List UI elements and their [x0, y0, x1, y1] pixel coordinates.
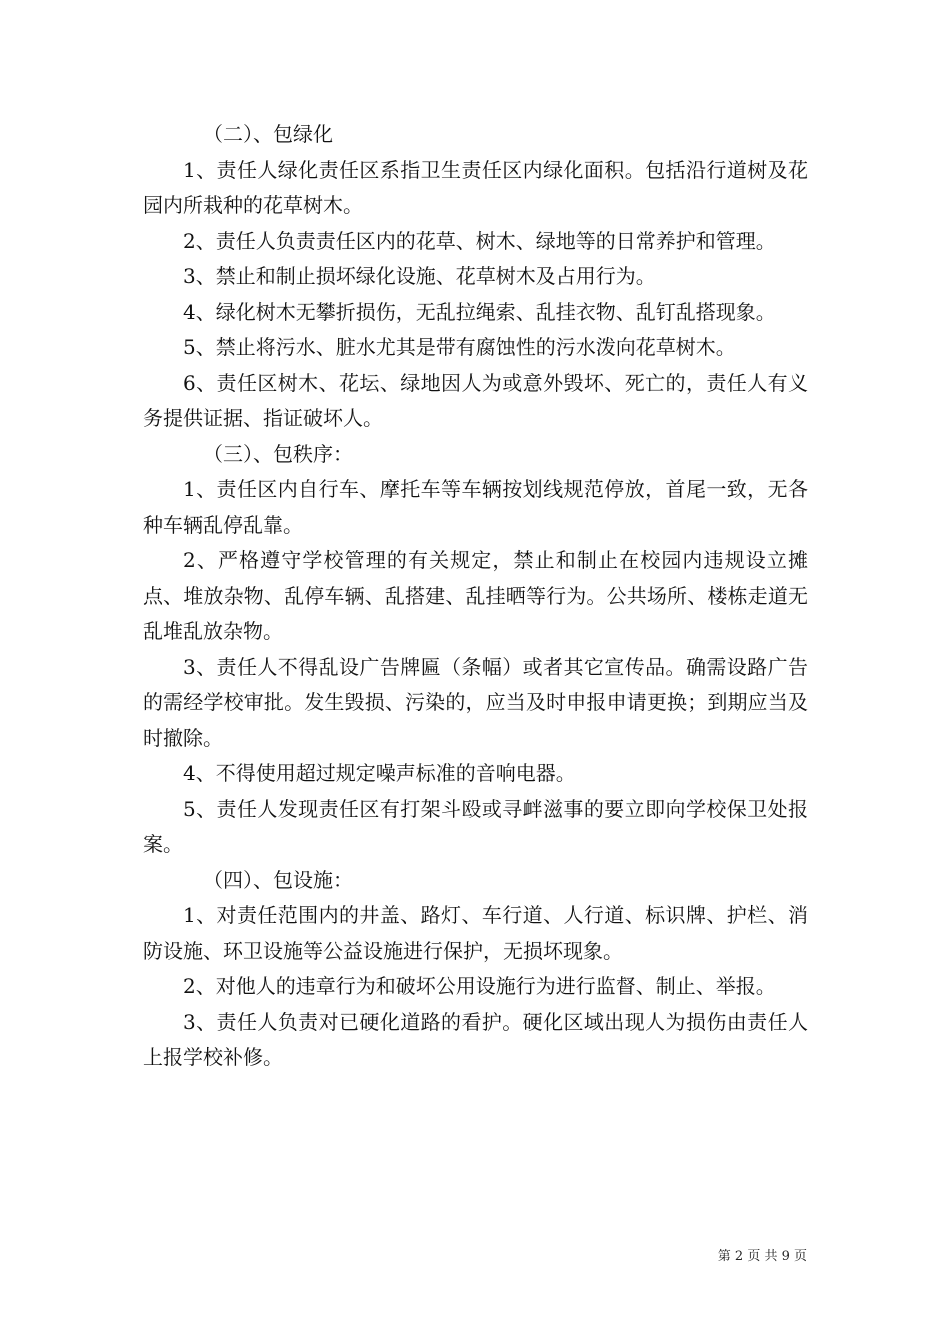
greening-item-3: 3、禁止和制止损坏绿化设施、花草树木及占用行为。 [183, 264, 656, 288]
order-item-5: 5、责任人发现责任区有打架斗殴或寻衅滋事的要立即向学校保卫处报案。 [143, 796, 808, 856]
order-item-3: 3、责任人不得乱设广告牌匾（条幅）或者其它宣传品。确需设路广告的需经学校审批。发生毁损、污染的，应当及时申报申请更换；到期应当及时撤除。 [143, 654, 808, 750]
facilities-item-3: 3、责任人负责对已硬化道路的看护。硬化区域出现人为损伤由责任人上报学校补修。 [143, 1009, 808, 1069]
greening-item-2: 2、责任人负责责任区内的花草、树木、绿地等的日常养护和管理。 [183, 228, 776, 253]
greening-item-4: 4、绿化树木无攀折损伤，无乱拉绳索、乱挂衣物、乱钉乱搭现象。 [183, 299, 776, 324]
section-heading-facilities: （四）、包设施： [203, 867, 353, 892]
order-item-1: 1、责任区内自行车、摩托车等车辆按划线规范停放，首尾一致，无各种车辆乱停乱靠。 [143, 477, 808, 537]
section-heading-order: （三）、包秩序： [203, 441, 353, 466]
section-heading-greening: （二）、包绿化 [203, 122, 333, 146]
greening-item-5: 5、禁止将污水、脏水尤其是带有腐蚀性的污水泼向花草树木。 [183, 335, 736, 359]
facilities-item-1: 1、对责任范围内的井盖、路灯、车行道、人行道、标识牌、护栏、消防设施、环卫设施等公益设施进行保护，无损坏现象。 [143, 903, 808, 963]
order-item-4: 4、不得使用超过规定噪声标准的音响电器。 [183, 761, 576, 785]
page-number-footer: 第 2 页 共 9 页 [717, 1249, 807, 1264]
document-body [143, 117, 808, 1076]
greening-item-1: 1、责任人绿化责任区系指卫生责任区内绿化面积。包括沿行道树及花园内所栽种的花草树木。 [143, 157, 808, 217]
facilities-item-2: 2、对他人的违章行为和破坏公用设施行为进行监督、制止、举报。 [183, 974, 776, 998]
order-item-2: 2、严格遵守学校管理的有关规定，禁止和制止在校园内违规设立摊点、堆放杂物、乱停车辆、乱搭建、乱挂晒等行为。公共场所、楼栋走道无乱堆乱放杂物。 [143, 548, 808, 643]
greening-item-6: 6、责任区树木、花坛、绿地因人为或意外毁坏、死亡的，责任人有义务提供证据、指证破坏人。 [143, 370, 808, 430]
